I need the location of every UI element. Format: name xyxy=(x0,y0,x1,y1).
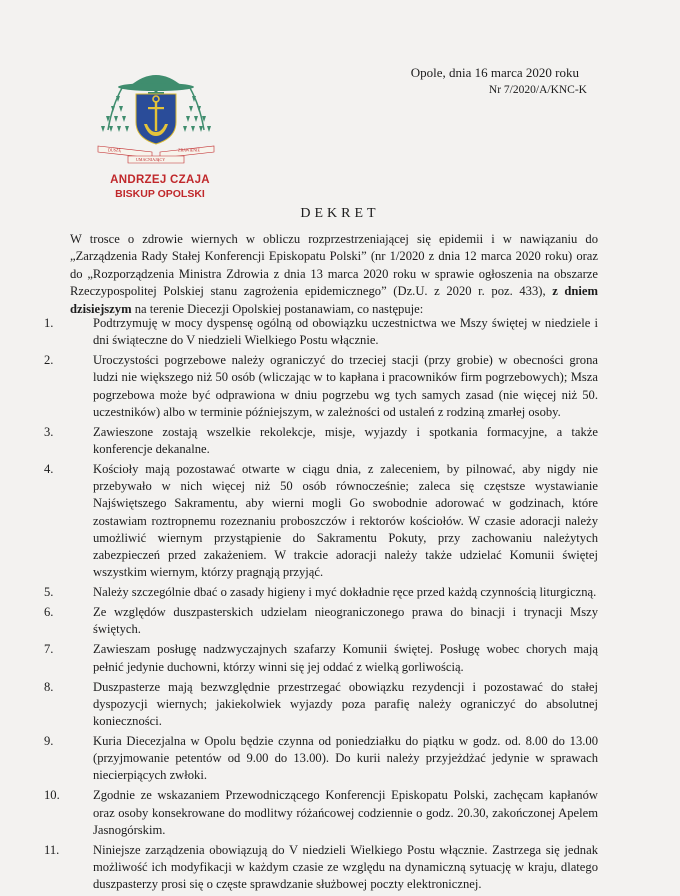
provision-number: 1. xyxy=(44,316,54,330)
intro-paragraph xyxy=(70,231,598,318)
provision-item xyxy=(44,679,598,731)
provision-number: 10. xyxy=(44,788,60,803)
intro-text-2: na terenie Diecezji Opolskiej postanawiam, co następuje: xyxy=(134,301,424,316)
provision-item xyxy=(44,787,598,839)
intro-emphasis: z dniem dzisiejszym xyxy=(70,284,598,316)
provision-number: 6. xyxy=(44,605,54,620)
provision-number: 9. xyxy=(44,734,54,749)
provision-text: Uroczystości pogrzebowe należy ograniczyć do trzeciej stacji (przy grobie) w obecności grona ludzi nie większego niż 50 osób (wliczając w to kapłana i pracowników firm pogrzebowych); Msza pogrzebowa może być odprawiona w dniu pogrzebu wg tych samych zasad (nie więcej niż 50. uczestników) albo w terminie późniejszym, w zależności od ustaleń z rodziną zmarłej osoby. xyxy=(93,353,598,419)
provision-item xyxy=(44,424,598,458)
provision-number: 5. xyxy=(44,585,54,600)
provision-item xyxy=(44,352,598,421)
provision-text: Zawieszone zostają wszelkie rekolekcje, misje, wyjazdy i spotkania formacyjne, a także konferencje dekanalne. xyxy=(93,424,598,457)
provision-number: 3. xyxy=(44,424,54,439)
provision-text: Należy szczególnie dbać o zasady higieny i myć dokładnie ręce przed każdą czynnością liturgiczną. xyxy=(93,585,597,600)
intro-text-1: W trosce o zdrowie wiernych w obliczu rozprzestrzeniającej się epidemii i w nawiązaniu do „Zarządzenia Rady Stałej Konferencji Episkopatu Polski” (nr 1/2020 z dnia 12 marca 2020 roku) oraz do „Rozporządzenia Ministra Zdrowia z dnia 13 marca 2020 roku w sprawie ogłoszenia na obszarze Rzeczypospolitej Polskiej stanu zagrożenia epidemicznego” (Dz.U. z 2020 r. poz. 433), xyxy=(70,232,598,299)
provision-number: 4. xyxy=(44,462,54,477)
provision-item xyxy=(44,584,598,601)
episcopal-coat-of-arms-icon xyxy=(92,66,220,168)
document-number: Nr 7/2020/A/KNC-K xyxy=(488,84,587,96)
provision-text: Zawieszam posługę nadzwyczajnych szafarzy Komunii świętej. Posługę wobec chorych mają pełnić jedynie duchowni, którzy winni się jej oddać z wielką gorliwością. xyxy=(93,642,598,674)
provision-item xyxy=(44,733,598,785)
provision-text: Niniejsze zarządzenia obowiązują do V niedzieli Wielkiego Postu włącznie. Zastrzega się jednak możliwość ich modyfikacji w każdym czasie ze względu na dynamiczną sytuację w kraju, dlatego duszpasterzy prosi się o częste sprawdzanie służbowej poczty elektronicznej. xyxy=(93,842,598,892)
provision-text: Podtrzymuję w mocy dyspensę ogólną od obowiązku uczestnictwa we Mszy świętej w niedziele i dni świąteczne do V niedzieli Wielkiego Postu włącznie. xyxy=(93,316,598,348)
motto-bottom: UMACNIAJĄCY xyxy=(136,157,166,162)
decree-provisions xyxy=(44,315,598,896)
place-date: Opole, dnia 16 marca 2020 roku xyxy=(410,65,579,80)
provision-text: Kościoły mają pozostawać otwarte w ciągu dnia, z zaleceniem, by pilnować, aby nigdy nie przebywało w nich więcej niż 50 osób równocześnie; zaleca się częstsze wystawianie Najświętszego Sakramentu, aby wierni mogli Go swobodnie adorować w godzinach, które zostawiam roztropnemu rozeznaniu proboszczów i rektorów kościołów. W czasie adoracji należy umożliwić wiernym przystąpienie do Sakramentu Pokuty, przy zachowaniu należytych zabezpieczeń przed zakażeniem. W trakcie adoracji należy także udzielać Komunii świętej wszystkim wiernym, którzy pragnąją przyjąć. xyxy=(93,462,598,580)
provision-text: Zgodnie ze wskazaniem Przewodniczącego Konferencji Episkopatu Polski, zachęcam kapłanów oraz osoby konsekrowane do modlitwy różańcowej codziennie o godz. 20.30, zakończonej Apelem Jasnogórskim. xyxy=(93,788,598,837)
provision-item xyxy=(44,604,598,638)
provision-text: Duszpasterze mają bezwzględnie przestrzegać obowiązku rezydencji i pozostawać do stałej dyspozycji wiernych; jakiekolwiek wyjazdy poza parafię należy ograniczyć do absolutnej konieczności. xyxy=(93,679,598,729)
provision-text: Ze względów duszpasterskich udzielam nieograniczonego prawa do binacji i trynacji Mszy świętych. xyxy=(93,605,598,637)
provision-number: 2. xyxy=(44,353,54,368)
issuer-title: BISKUP OPOLSKI xyxy=(115,188,205,200)
provision-item xyxy=(44,842,598,894)
decree-title: DEKRET xyxy=(300,206,380,221)
provision-item xyxy=(44,461,598,581)
provision-text: Kuria Diecezjalna w Opolu będzie czynna od poniedziałku do piątku w godz. od. 8.00 do 13.00 (przyjmowanie petentów od 9.00 do 13.00). Do kurii należy przyjeżdżać jedynie w sprawach niecierpiących zwłoki. xyxy=(93,734,598,783)
provision-number: 8. xyxy=(44,679,54,694)
provision-item xyxy=(44,641,598,675)
provision-number: 11. xyxy=(44,842,60,857)
motto-right: ZBAWIENIE xyxy=(178,147,200,153)
motto-left: DUSZĘ xyxy=(108,147,121,153)
issuer-name: ANDRZEJ CZAJA xyxy=(110,174,210,186)
provision-item xyxy=(44,315,598,349)
provision-number: 7. xyxy=(44,642,54,657)
